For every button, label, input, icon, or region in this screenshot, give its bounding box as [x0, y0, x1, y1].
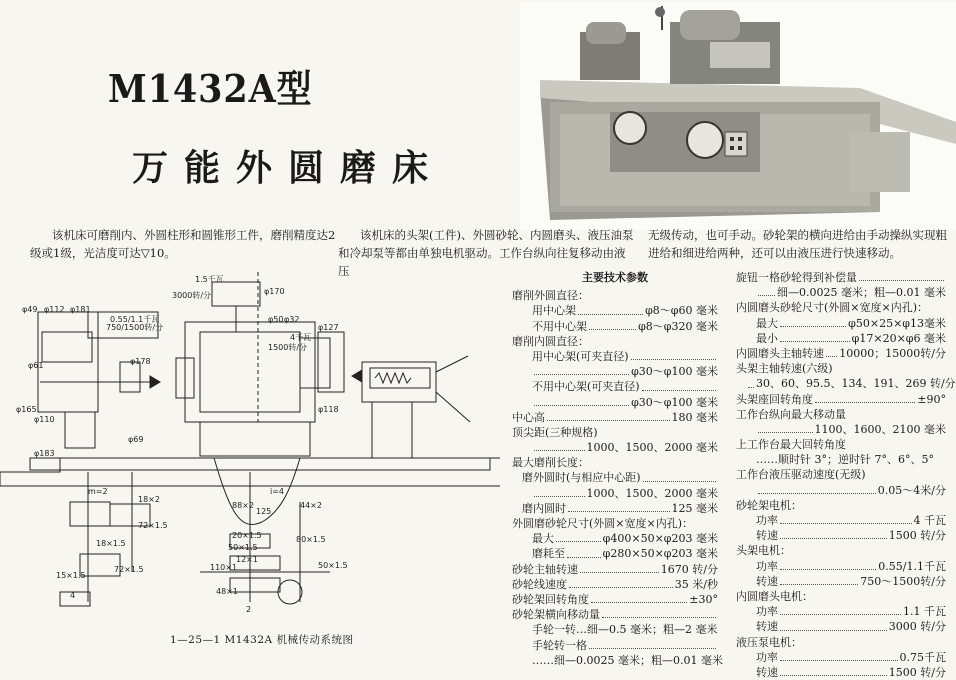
spec-value: 0.75千瓦 — [899, 650, 946, 664]
diagram-label: φ50 — [268, 315, 284, 324]
spec-label: 内圆磨头砂轮尺寸(外圆×宽度×内孔)： — [736, 301, 929, 315]
spec-row — [736, 376, 956, 391]
intro-paragraph-1: 该机床可磨削内、外圆柱形和圆锥形工件，磨削精度达2级或1级，光洁度可达▽10。 — [30, 228, 336, 260]
spec-value: φ400×50×φ203 毫米 — [602, 532, 718, 546]
spec-label: 液压泵电机： — [736, 635, 802, 649]
diagram-label: φ69 — [128, 435, 144, 444]
spec-row — [736, 467, 946, 482]
spec-row — [736, 316, 946, 331]
spec-value: 35 米/秒 — [674, 577, 718, 591]
spec-label: 用中心架(可夹直径) — [532, 349, 629, 363]
spec-label: 最大磨削长度： — [512, 456, 589, 470]
spec-row — [736, 589, 946, 604]
dot-leader — [547, 410, 670, 421]
spec-row — [512, 577, 718, 592]
spec-label: 砂轮主轴转速 — [512, 562, 578, 576]
spec-label: 最大 — [532, 532, 554, 546]
spec-row — [512, 288, 718, 303]
spec-label: 手轮转一格 — [532, 638, 587, 652]
dot-leader — [534, 486, 585, 497]
dot-leader — [780, 528, 887, 539]
spec-heading: 主要技术参数 — [582, 271, 648, 284]
spec-value: ±90° — [917, 392, 946, 406]
diagram-label: i=4 — [270, 487, 285, 496]
diagram-label: 125 — [256, 507, 272, 516]
spec-value: 1500 转/分 — [888, 529, 946, 543]
diagram-label: 15×1.5 — [56, 571, 86, 580]
spec-value: 125 毫米 — [671, 501, 718, 515]
spec-label: 工作台液压驱动速度(无级) — [736, 468, 866, 482]
spec-row — [512, 319, 718, 334]
spec-label: 内圆磨头主轴转速 — [736, 346, 824, 360]
spec-row — [736, 270, 946, 285]
dot-leader — [631, 349, 716, 360]
diagram-label: φ61 — [28, 361, 44, 370]
spec-label: 不用中心架(可夹直径) — [532, 380, 640, 394]
spec-label: 功率 — [756, 605, 778, 619]
spec-value: 1000、1500、2000 毫米 — [586, 486, 718, 500]
spec-label: 工作台纵向最大移动量 — [736, 407, 846, 421]
spec-value: φ8～φ60 毫米 — [645, 304, 718, 318]
spec-row — [512, 562, 718, 577]
spec-row — [736, 619, 946, 634]
spec-label: 转速 — [756, 620, 778, 634]
spec-row — [512, 607, 718, 622]
spec-label: 头架主轴转速(六级) — [736, 362, 833, 376]
spec-row — [736, 422, 946, 437]
diagram-label: 1500转/分 — [268, 343, 308, 352]
dot-leader — [589, 319, 636, 330]
spec-row — [736, 574, 946, 589]
spec-row — [736, 392, 946, 407]
dot-leader — [589, 638, 716, 649]
spec-column-b — [736, 270, 956, 680]
spec-label: ……细—0.0025 毫米；粗—0.01 毫米 — [532, 653, 723, 667]
spec-row — [736, 361, 946, 376]
dot-leader — [643, 470, 716, 481]
spec-value: 1000、1500、2000 毫米 — [586, 441, 718, 455]
dot-leader — [758, 483, 876, 494]
diagram-caption: 1—25—1 M1432A 机械传动系统图 — [170, 634, 354, 646]
spec-value: ±30° — [689, 592, 718, 606]
diagram-label: 44×2 — [300, 501, 322, 510]
dot-leader — [534, 364, 629, 375]
spec-row — [736, 543, 946, 558]
spec-row — [736, 498, 946, 513]
dot-leader — [642, 379, 716, 390]
spec-label: 转速 — [756, 665, 778, 679]
spec-row — [512, 425, 718, 440]
dot-leader — [602, 607, 716, 618]
dot-leader — [859, 270, 944, 281]
spec-row — [512, 592, 718, 607]
spec-column-a — [512, 268, 723, 668]
spec-label: 砂轮架横向移动量 — [512, 608, 600, 622]
spec-row — [512, 546, 718, 561]
dot-leader — [569, 577, 673, 588]
spec-row — [736, 559, 946, 574]
diagram-label: φ178 — [130, 357, 151, 366]
diagram-label: 750/1500转/分 — [106, 323, 164, 332]
diagram-label: φ165 — [16, 405, 37, 414]
spec-row — [512, 501, 718, 516]
spec-row — [736, 331, 946, 346]
spec-label: 磨外圆时(与相应中心距) — [522, 471, 641, 485]
spec-row — [736, 452, 946, 467]
spec-label: 砂轮线速度 — [512, 577, 567, 591]
spec-value: φ50×25×φ13毫米 — [848, 316, 946, 330]
spec-value: 4 千瓦 — [913, 514, 946, 527]
dot-leader — [780, 619, 887, 630]
diagram-label: φ118 — [318, 405, 339, 414]
spec-label: 中心高 — [512, 410, 545, 424]
spec-value: 1500 转/分 — [888, 665, 946, 679]
diagram-label: φ112 — [44, 305, 65, 314]
spec-row — [736, 407, 946, 422]
model-number: M1432A型 — [108, 66, 313, 111]
spec-label: 功率 — [756, 559, 778, 573]
intro-paragraph-2: 该机床的头架(工件)、外圆砂轮、内圆磨头、液压油泵和冷却泵等都由单独电机驱动。工作台纵向往复移动由液压 — [338, 228, 634, 278]
spec-row — [512, 531, 718, 546]
dot-leader — [780, 604, 901, 615]
diagram-label: 4 — [70, 591, 76, 600]
diagram-label: 72×1.5 — [138, 521, 168, 530]
spec-row — [736, 635, 946, 650]
spec-row — [736, 285, 946, 300]
diagram-label: 0.55/1.1千瓦 — [110, 315, 160, 324]
diagram-label: φ170 — [264, 287, 285, 296]
spec-value: 细—0.0025 毫米；粗—0.01 毫米 — [777, 286, 946, 300]
diagram-label: φ181 — [70, 305, 91, 314]
dot-leader — [815, 392, 915, 403]
spec-value: 3000 转/分 — [888, 620, 946, 634]
dot-leader — [758, 285, 775, 296]
spec-row — [736, 483, 946, 498]
spec-row — [736, 300, 946, 315]
diagram-label: φ183 — [34, 449, 55, 458]
spec-row — [736, 513, 946, 528]
diagram-label: 4千瓦 — [290, 333, 312, 342]
spec-row — [512, 516, 718, 531]
spec-row — [736, 437, 946, 452]
spec-label: 最小 — [756, 331, 778, 345]
spec-label: 功率 — [756, 650, 778, 664]
spec-label: 头架电机： — [736, 544, 791, 558]
diagram-label: 48×1 — [216, 587, 238, 596]
spec-row — [512, 410, 718, 425]
spec-value: φ280×50×φ203 毫米 — [602, 547, 718, 561]
spec-label: 顶尖距(三种规格) — [512, 425, 598, 439]
spec-label: 砂轮架电机： — [736, 498, 802, 512]
spec-label: 上工作台最大回转角度 — [736, 438, 846, 452]
dot-leader — [780, 331, 850, 342]
dot-leader — [748, 376, 754, 387]
dot-leader — [780, 574, 858, 585]
spec-label: 转速 — [756, 529, 778, 543]
spec-value: φ17×20×φ6 毫米 — [851, 331, 946, 345]
machine-photo — [520, 2, 956, 230]
spec-label: 外圆磨砂轮尺寸(外圆×宽度×内孔)： — [512, 517, 694, 531]
spec-row — [512, 638, 718, 653]
spec-label: 磨削内圆直径： — [512, 334, 589, 348]
spec-value: 0.55/1.1千瓦 — [878, 559, 946, 573]
intro-paragraph-3: 无级传动，也可手动。砂轮架的横向进给由手动操纵实现粗进给和细进给两种，还可以由液压进行快速移动。 — [648, 228, 947, 260]
dot-leader — [567, 546, 601, 557]
dot-leader — [780, 513, 912, 524]
spec-row — [736, 650, 946, 665]
diagram-label: 50×1.5 — [318, 561, 348, 570]
spec-value: φ30～φ100 毫米 — [631, 395, 718, 409]
spec-row — [512, 303, 718, 318]
spec-value: φ30～φ100 毫米 — [631, 365, 718, 379]
diagram-label: 1.5千瓦 — [195, 275, 224, 284]
spec-row — [736, 665, 946, 680]
spec-value: 750～1500转/分 — [860, 574, 946, 588]
diagram-label: 18×2 — [138, 495, 160, 504]
spec-label: 不用中心架 — [532, 319, 587, 333]
dot-leader — [568, 501, 670, 512]
dot-leader — [780, 650, 898, 661]
spec-row — [512, 470, 718, 485]
spec-row — [512, 349, 718, 364]
spec-value: φ8～φ320 毫米 — [638, 319, 718, 333]
diagram-label: φ32 — [284, 315, 300, 324]
dot-leader — [758, 422, 813, 433]
dot-leader — [780, 559, 876, 570]
dot-leader — [826, 346, 837, 357]
transmission-diagram — [0, 272, 500, 644]
spec-label: 磨削外圆直径： — [512, 289, 589, 303]
spec-label: 旋钮一格砂轮得到补偿量 — [736, 271, 857, 284]
spec-label: 转速 — [756, 574, 778, 588]
spec-label: 磨耗至 — [532, 547, 565, 561]
diagram-label: 80×1.5 — [296, 535, 326, 544]
spec-row — [512, 395, 718, 410]
diagram-label: φ127 — [318, 323, 339, 332]
spec-value: 1670 转/分 — [660, 562, 718, 576]
dot-leader — [534, 440, 585, 451]
spec-value: 30、60、95.5、134、191、269 转/分 — [756, 377, 956, 391]
dot-leader — [578, 303, 643, 314]
spec-row — [512, 486, 718, 501]
spec-value: 10000；15000转/分 — [839, 346, 946, 360]
spec-row — [512, 622, 718, 637]
spec-value: 180 毫米 — [671, 410, 718, 424]
spec-row — [736, 346, 946, 361]
dot-leader — [534, 395, 629, 406]
spec-row — [736, 604, 946, 619]
dot-leader — [580, 562, 659, 573]
diagram-label: 18×1.5 — [96, 539, 126, 548]
spec-row — [512, 334, 718, 349]
spec-label: ……顺时针 3°；逆时针 7°、6°、5° — [756, 453, 934, 467]
diagram-label: m=2 — [88, 487, 108, 496]
spec-label: 砂轮架回转角度 — [512, 592, 589, 606]
page-title: 万能外圆磨床 — [132, 147, 445, 189]
dot-leader — [780, 665, 887, 676]
diagram-label: 72×1.5 — [114, 565, 144, 574]
spec-value: 1.1 千瓦 — [903, 605, 946, 619]
dot-leader — [556, 531, 601, 542]
diagram-label: 12×1 — [236, 555, 258, 564]
spec-row — [512, 455, 718, 470]
spec-row — [512, 440, 718, 455]
diagram-label: 3000转/分 — [172, 291, 212, 300]
spec-label: 磨内圆时 — [522, 501, 566, 515]
diagram-label: φ49 — [22, 305, 38, 314]
diagram-label: 110×1 — [210, 563, 238, 572]
spec-value: 0.05～4米/分 — [877, 483, 946, 497]
diagram-label: 20×1.5 — [232, 531, 262, 540]
diagram-label: φ110 — [34, 415, 55, 424]
diagram-label: 50×1.5 — [228, 543, 258, 552]
spec-label: 最大 — [756, 316, 778, 330]
diagram-label: 88×2 — [232, 501, 254, 510]
spec-row — [512, 653, 723, 668]
spec-row — [512, 364, 718, 379]
diagram-label: 2 — [246, 605, 252, 614]
spec-label: 功率 — [756, 514, 778, 527]
dot-leader — [591, 592, 687, 603]
spec-label: 头架座回转角度 — [736, 392, 813, 406]
spec-label: 用中心架 — [532, 304, 576, 318]
spec-value: 1100、1600、2100 毫米 — [814, 422, 946, 436]
spec-row — [512, 379, 718, 394]
dot-leader — [780, 316, 846, 327]
spec-label: 内圆磨头电机： — [736, 589, 813, 603]
spec-row — [736, 528, 946, 543]
spec-label: 手轮一转…细—0.5 毫米；粗—2 毫米 — [532, 623, 718, 637]
